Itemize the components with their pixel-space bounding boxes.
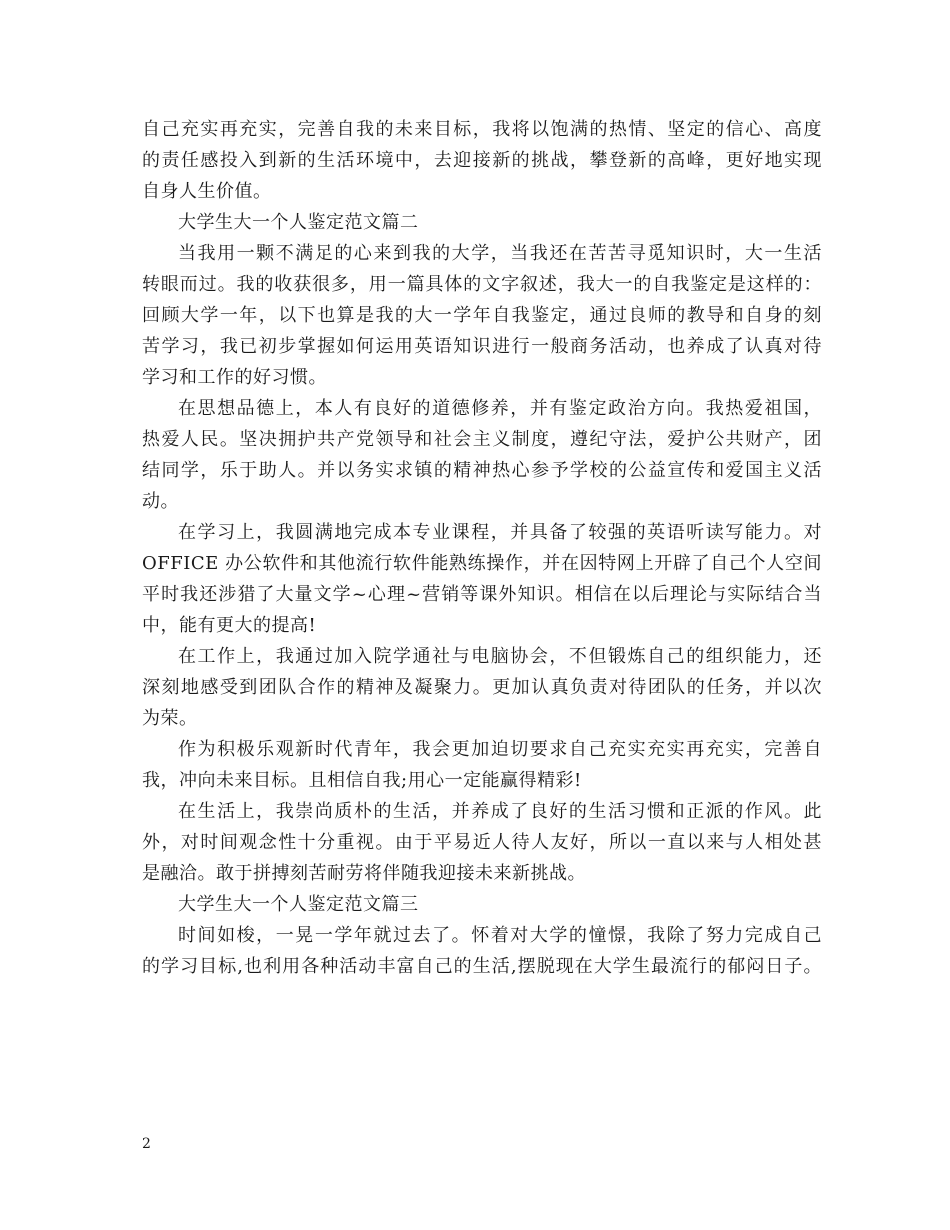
text-line: 热爱人民。坚决拥护共产党领导和社会主义制度，遵纪守法，爱护公共财产，团	[142, 429, 822, 450]
text-line: 大学生大一个人鉴定范文篇二	[178, 212, 419, 233]
text-line: 转眼而过。我的收获很多，用一篇具体的文字叙述，我大一的自我鉴定是这样的：	[142, 274, 822, 295]
text-line: 时间如梭，一晃一学年就过去了。怀着对大学的憧憬，我除了努力完成自己	[178, 925, 822, 946]
text-line: 深刻地感受到团队合作的精神及凝聚力。更加认真负责对待团队的任务，并以次	[142, 677, 822, 698]
text-line: 外，对时间观念性十分重视。由于平易近人待人友好，所以一直以来与人相处甚	[142, 832, 822, 853]
text-line: 中，能有更大的提高!	[142, 615, 317, 636]
page-number: 2	[142, 1136, 151, 1152]
text-line: 自身人生价值。	[142, 181, 272, 202]
text-line: 的学习目标,也利用各种活动丰富自己的生活,摆脱现在大学生最流行的郁闷日子。	[142, 956, 822, 977]
text-line: 平时我还涉猎了大量文学~心理~营销等课外知识。相信在以后理论与实际结合当	[142, 584, 822, 605]
text-line: 结同学，乐于助人。并以务实求镇的精神热心参予学校的公益宣传和爱国主义活	[142, 460, 822, 481]
text-line: 在学习上，我圆满地完成本专业课程，并具备了较强的英语听读写能力。对	[178, 522, 822, 543]
text-line: 动。	[142, 491, 179, 512]
document-body	[142, 114, 822, 982]
text-line: 当我用一颗不满足的心来到我的大学，当我还在苦苦寻觅知识时，大一生活	[178, 243, 822, 264]
text-line: 是融洽。敢于拼搏刻苦耐劳将伴随我迎接未来新挑战。	[142, 863, 586, 884]
text-line: 在生活上，我崇尚质朴的生活，并养成了良好的生活习惯和正派的作风。此	[178, 801, 822, 822]
text-line: 自己充实再充实，完善自我的未来目标，我将以饱满的热情、坚定的信心、高度	[142, 119, 822, 140]
text-line: 在工作上，我通过加入院学通社与电脑协会，不但锻炼自己的组织能力，还	[178, 646, 822, 667]
text-line: 苦学习，我已初步掌握如何运用英语知识进行一般商务活动，也养成了认真对待	[142, 336, 822, 357]
text-line: 学习和工作的好习惯。	[142, 367, 327, 388]
text-line: 在思想品德上，本人有良好的道德修养，并有鉴定政治方向。我热爱祖国，	[178, 398, 822, 419]
text-line: 作为积极乐观新时代青年，我会更加迫切要求自己充实充实再充实，完善自	[178, 739, 822, 760]
text-line: 我，冲向未来目标。且相信自我;用心一定能赢得精彩!	[142, 770, 582, 791]
text-line: 为荣。	[142, 708, 198, 729]
text-line: 的责任感投入到新的生活环境中，去迎接新的挑战，攀登新的高峰，更好地实现	[142, 150, 822, 171]
text-line: 回顾大学一年，以下也算是我的大一学年自我鉴定，通过良师的教导和自身的刻	[142, 305, 822, 326]
text-line: 大学生大一个人鉴定范文篇三	[178, 894, 419, 915]
text-line: OFFICE 办公软件和其他流行软件能熟练操作，并在因特网上开辟了自己个人空间	[142, 553, 822, 574]
